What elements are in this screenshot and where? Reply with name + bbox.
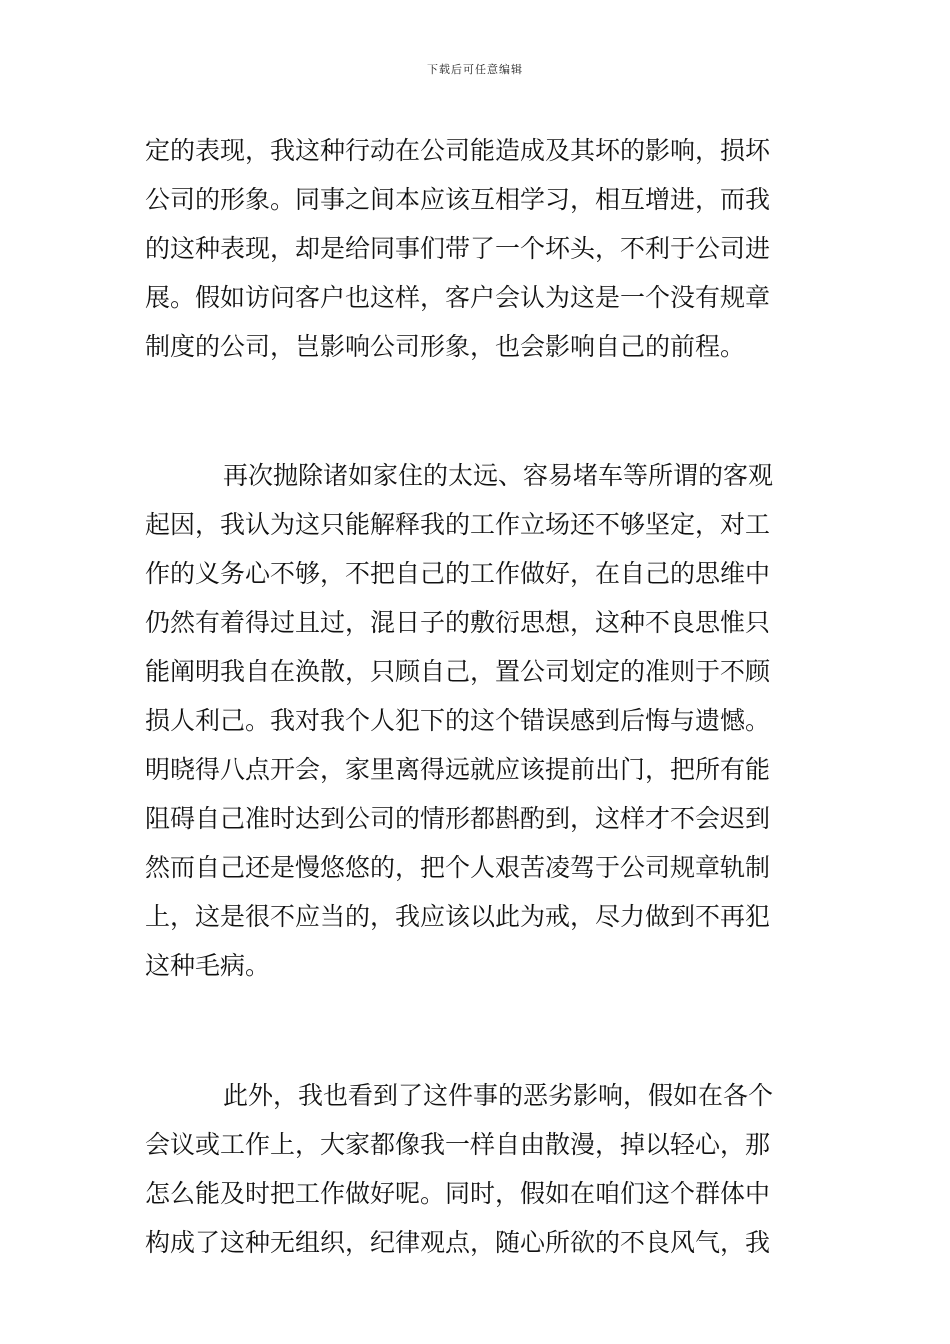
- text-line: 的这种表现，却是给同事们带了一个坏头，不利于公司进: [145, 234, 771, 263]
- paragraph-2: [145, 451, 810, 990]
- paragraph-gap: [145, 1038, 810, 1071]
- text-line: 此外，我也看到了这件事的恶劣影响，假如在各个: [223, 1081, 774, 1110]
- text-line: 起因，我认为这只能解释我的工作立场还不够坚定，对工: [145, 510, 771, 539]
- paragraph-gap: [145, 371, 810, 419]
- text-line: 这种毛病。: [145, 951, 271, 980]
- text-line: 公司的形象。同事之间本应该互相学习，相互增进，而我: [145, 185, 771, 214]
- text-line: 会议或工作上，大家都像我一样自由散漫，掉以轻心，那: [145, 1130, 771, 1159]
- paragraph-gap: [145, 419, 810, 451]
- paragraph-gap: [145, 990, 810, 1038]
- text-line: 阻碍自己准时达到公司的情形都斟酌到，这样才不会迟到: [145, 804, 771, 833]
- text-line: 展。假如访问客户也这样，客户会认为这是一个没有规章: [145, 283, 771, 312]
- paragraph-3: [145, 1071, 810, 1267]
- text-line: 仍然有着得过且过，混日子的敷衍思想，这种不良思惟只: [145, 608, 771, 637]
- text-line: 怎么能及时把工作做好呢。同时，假如在咱们这个群体中: [145, 1179, 771, 1208]
- paragraph-1: [145, 126, 810, 371]
- text-line: 作的义务心不够，不把自己的工作做好，在自己的思维中: [145, 559, 771, 588]
- document-body: [145, 126, 810, 1267]
- text-line: 定的表现，我这种行动在公司能造成及其坏的影响，损坏: [145, 136, 771, 165]
- text-line: 损人利己。我对我个人犯下的这个错误感到后悔与遗憾。: [145, 706, 771, 735]
- text-line: 能阐明我自在涣散，只顾自己，置公司划定的准则于不顾: [145, 657, 771, 686]
- text-line: 上，这是很不应当的，我应该以此为戒，尽力做到不再犯: [145, 902, 771, 931]
- text-line: 明晓得八点开会，家里离得远就应该提前出门，把所有能: [145, 755, 771, 784]
- text-line: 构成了这种无组织，纪律观点，随心所欲的不良风气，我: [145, 1228, 771, 1257]
- text-line: 再次抛除诸如家住的太远、容易堵车等所谓的客观: [223, 461, 774, 490]
- text-line: 制度的公司，岂影响公司形象，也会影响自己的前程。: [145, 332, 746, 361]
- page-header-note: 下载后可任意编辑: [427, 63, 523, 76]
- text-line: 然而自己还是慢悠悠的，把个人艰苦凌驾于公司规章轨制: [145, 853, 771, 882]
